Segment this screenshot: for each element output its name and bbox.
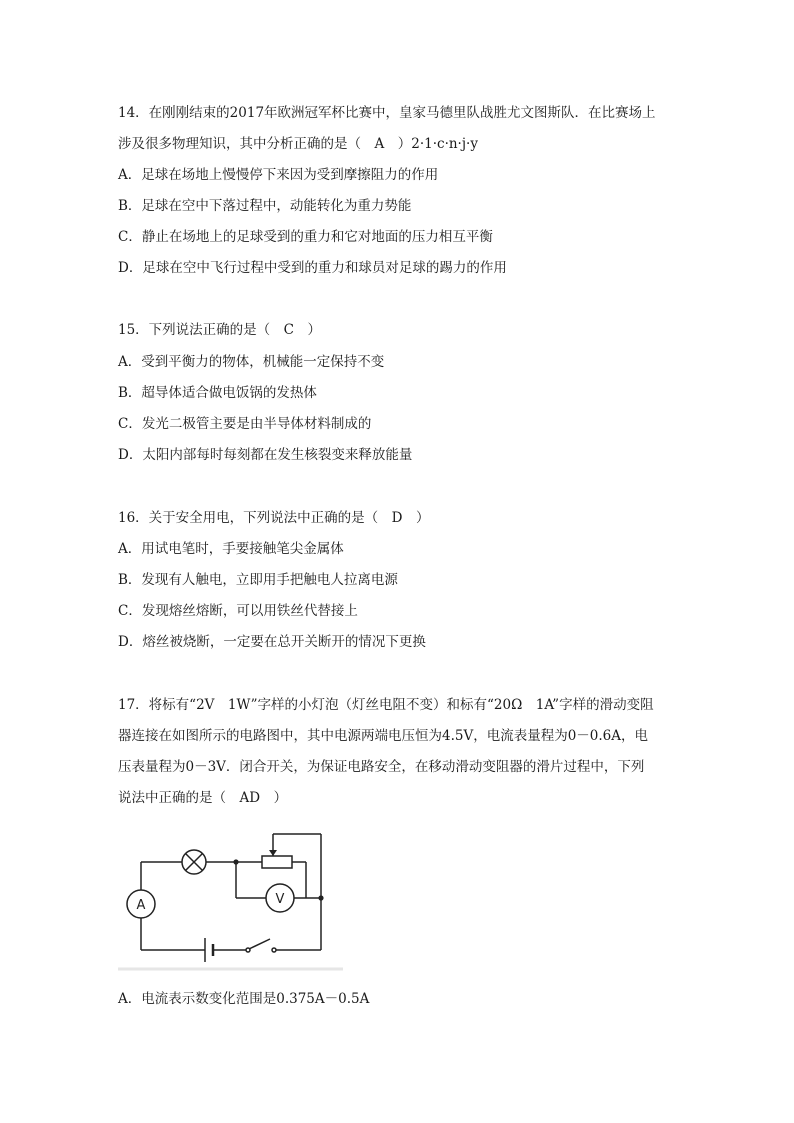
battery-icon bbox=[205, 938, 213, 962]
q16-option-d: D．熔丝被烧断，一定要在总开关断开的情况下更换 bbox=[118, 634, 426, 650]
q14-stem-line-1: 14．在刚刚结束的2017年欧洲冠军杯比赛中，皇家马德里队战胜尤文图斯队．在比赛场上 bbox=[118, 105, 656, 121]
lamp-icon bbox=[182, 850, 206, 874]
ammeter-label: A bbox=[136, 898, 146, 913]
q15-option-c: C．发光二极管主要是由半导体材料制成的 bbox=[118, 416, 372, 432]
q17-option-a: A．电流表示数变化范围是0.375A－0.5A bbox=[118, 991, 370, 1007]
q15-option-d: D．太阳内部每时每刻都在发生核裂变来释放能量 bbox=[118, 447, 413, 463]
q16-option-b: B．发现有人触电，立即用手把触电人拉离电源 bbox=[118, 572, 398, 588]
q15-option-a: A．受到平衡力的物体，机械能一定保持不变 bbox=[118, 354, 385, 370]
q14-option-b: B．足球在空中下落过程中，动能转化为重力势能 bbox=[118, 198, 412, 214]
rheostat-icon bbox=[262, 852, 292, 868]
q16-stem: 16．关于安全用电，下列说法中正确的是（ D ） bbox=[118, 510, 430, 526]
q14-option-c: C．静止在场地上的足球受到的重力和它对地面的压力相互平衡 bbox=[118, 229, 493, 245]
q14-option-d: D．足球在空中飞行过程中受到的重力和球员对足球的踢力的作用 bbox=[118, 260, 507, 276]
q15-stem: 15．下列说法正确的是（ C ） bbox=[118, 322, 322, 338]
q17-stem-line-3: 压表量程为0－3V．闭合开关，为保证电路安全，在移动滑动变阻器的滑片过程中，下列 bbox=[118, 759, 645, 775]
q17-stem-line-1: 17．将标有“2V 1W”字样的小灯泡（灯丝电阻不变）和标有“20Ω 1A”字样的滑动变阻 bbox=[118, 697, 654, 713]
junction-dot-left bbox=[233, 859, 238, 864]
q16-option-a: A．用试电笔时，手要接触笔尖金属体 bbox=[118, 541, 344, 557]
circuit-diagram bbox=[118, 822, 343, 974]
voltmeter-label: V bbox=[275, 892, 285, 907]
q16-option-c: C．发现熔丝熔断，可以用铁丝代替接上 bbox=[118, 603, 358, 619]
q14-option-a: A．足球在场地上慢慢停下来因为受到摩擦阻力的作用 bbox=[118, 167, 439, 183]
q15-option-b: B．超导体适合做电饭锅的发热体 bbox=[118, 385, 317, 401]
junction-dot-right bbox=[318, 895, 323, 900]
q17-stem-line-4: 说法中正确的是（ AD ） bbox=[118, 790, 288, 806]
switch-icon bbox=[246, 939, 276, 952]
q14-stem-line-2: 涉及很多物理知识，其中分析正确的是（ A ）2·1·c·n·j·y bbox=[118, 136, 478, 152]
q17-stem-line-2: 器连接在如图所示的电路图中，其中电源两端电压恒为4.5V，电流表量程为0－0.6A，电 bbox=[118, 728, 649, 744]
slider-arrow-icon bbox=[269, 850, 277, 856]
